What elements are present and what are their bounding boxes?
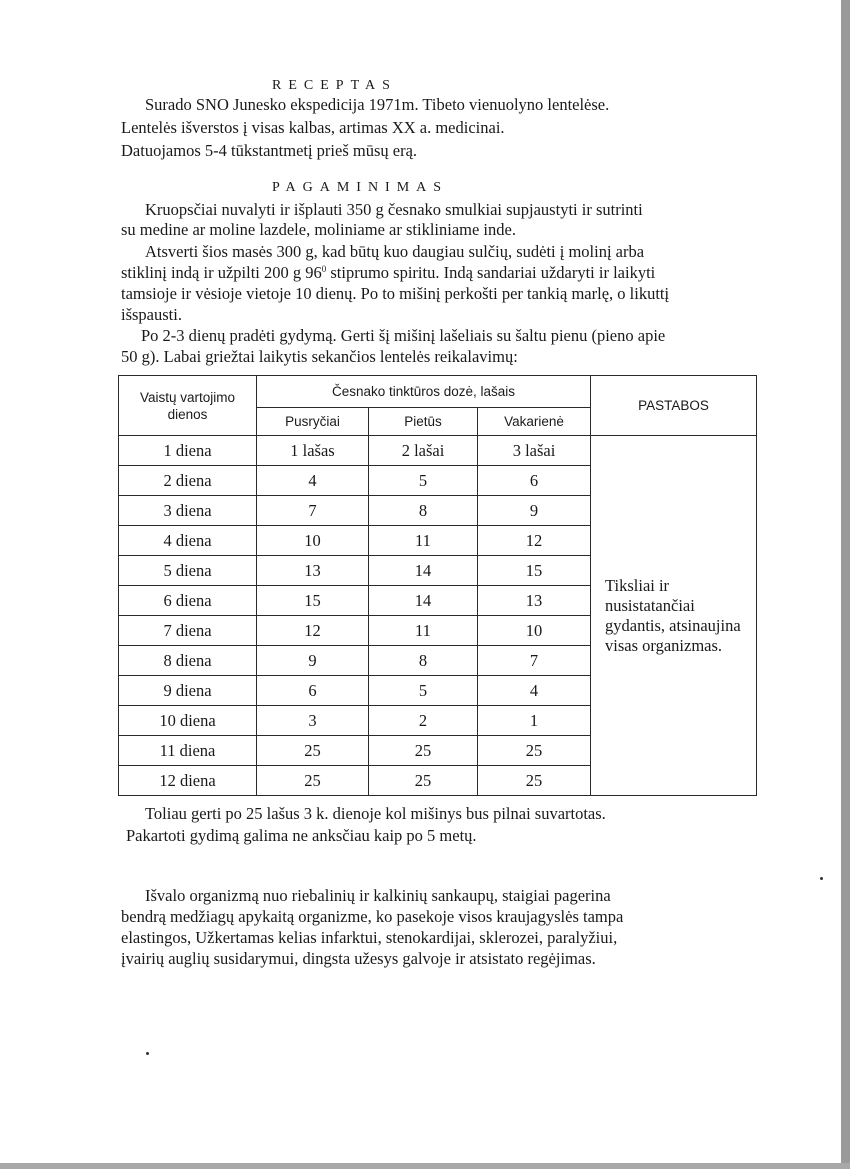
breakfast-cell: 25: [257, 736, 369, 766]
after-line-1: Toliau gerti po 25 lašus 3 k. dienoje kol mišinys bus pilnai suvartotas.: [145, 804, 606, 823]
day-cell: 4 diena: [119, 526, 257, 556]
benefits-line-3: elastingos, Užkertamas kelias infarktui, stenokardijai, sklerozei, paralyžiui,: [121, 928, 618, 947]
prep-line-5: tamsioje ir vėsioje vietoje 10 dienų. Po to mišinį perkošti per tankią marlę, o likuttį: [121, 284, 670, 303]
dinner-cell: 3 lašai: [478, 436, 591, 466]
day-cell: 1 diena: [119, 436, 257, 466]
day-cell: 2 diena: [119, 466, 257, 496]
day-cell: 3 diena: [119, 496, 257, 526]
prep-line-3: Atsverti šios masės 300 g, kad būtų kuo daugiau sulčių, sudėti į molinį arba: [145, 242, 645, 261]
day-cell: 5 diena: [119, 556, 257, 586]
lunch-cell: 14: [369, 586, 478, 616]
dinner-cell: 1: [478, 706, 591, 736]
lunch-cell: 25: [369, 736, 478, 766]
breakfast-cell: 15: [257, 586, 369, 616]
dinner-cell: 7: [478, 646, 591, 676]
dinner-cell: 15: [478, 556, 591, 586]
lunch-cell: 14: [369, 556, 478, 586]
lunch-cell: 11: [369, 616, 478, 646]
scan-speck: [820, 877, 823, 880]
lunch-column-header: Pietūs: [369, 408, 478, 436]
dinner-cell: 4: [478, 676, 591, 706]
note-line: visas organizmas.: [605, 635, 723, 655]
benefits-line-4: įvairių auglių susidarymui, dingsta užesys galvoje ir atsistato regėjimas.: [121, 949, 596, 968]
dinner-cell: 25: [478, 766, 591, 796]
breakfast-cell: 13: [257, 556, 369, 586]
prep-line-4-text-a: stiklinį indą ir užpilti 200 g 96: [121, 263, 322, 282]
dose-column-header: Česnako tinktūros dozė, lašais: [257, 376, 591, 408]
intro-line-2: Lentelės išverstos į visas kalbas, artimas XX a. medicinai.: [121, 118, 505, 137]
prep-line-1: Kruopsčiai nuvalyti ir išplauti 350 g česnako smulkiai supjaustyti ir sutrinti: [145, 200, 643, 219]
notes-column-header: PASTABOS: [591, 376, 757, 436]
dinner-cell: 10: [478, 616, 591, 646]
lunch-cell: 8: [369, 646, 478, 676]
notes-cell: [591, 436, 757, 796]
benefits-line-2: bendrą medžiagų apykaitą organizme, ko pasekoje visos kraujagyslės tampa: [121, 907, 624, 926]
days-column-header: Vaistų vartojimo dienos: [119, 376, 257, 436]
preparation-heading: PAGAMINIMAS: [272, 180, 449, 195]
note-line: gydantis, atsinaujina: [605, 615, 741, 635]
prep-line-4: [121, 263, 655, 283]
breakfast-cell: 3: [257, 706, 369, 736]
day-cell: 10 diena: [119, 706, 257, 736]
scan-speck: [146, 1052, 149, 1055]
note-line: nusistatančiai: [605, 595, 695, 615]
day-cell: 6 diena: [119, 586, 257, 616]
dinner-cell: 12: [478, 526, 591, 556]
breakfast-cell: 4: [257, 466, 369, 496]
breakfast-cell: 25: [257, 766, 369, 796]
day-cell: 11 diena: [119, 736, 257, 766]
lunch-cell: 2: [369, 706, 478, 736]
breakfast-cell: 7: [257, 496, 369, 526]
lunch-cell: 8: [369, 496, 478, 526]
degree-superscript: 0: [321, 264, 327, 274]
dinner-column-header: Vakarienė: [478, 408, 591, 436]
breakfast-cell: 12: [257, 616, 369, 646]
after-line-2: Pakartoti gydimą galima ne anksčiau kaip po 5 metų.: [126, 826, 477, 845]
lunch-cell: 5: [369, 466, 478, 496]
prep-line-7: Po 2-3 dienų pradėti gydymą. Gerti šį mišinį lašeliais su šaltu pienu (pieno apie: [141, 326, 666, 345]
lunch-cell: 25: [369, 766, 478, 796]
dinner-cell: 25: [478, 736, 591, 766]
day-cell: 9 diena: [119, 676, 257, 706]
intro-line-1: Surado SNO Junesko ekspedicija 1971m. Tibeto vienuolyno lentelėse.: [145, 95, 610, 114]
day-cell: 12 diena: [119, 766, 257, 796]
dosage-table: [118, 375, 757, 796]
breakfast-cell: 6: [257, 676, 369, 706]
scan-bottom-edge: [0, 1163, 850, 1169]
breakfast-cell: 1 lašas: [257, 436, 369, 466]
breakfast-cell: 10: [257, 526, 369, 556]
intro-line-3: Datuojamos 5-4 tūkstantmetį prieš mūsų erą.: [121, 141, 418, 160]
scan-right-edge: [841, 0, 850, 1169]
lunch-cell: 5: [369, 676, 478, 706]
breakfast-cell: 9: [257, 646, 369, 676]
prep-line-2: su medine ar moline lazdele, moliniame ar stikliniame inde.: [121, 220, 516, 239]
dinner-cell: 9: [478, 496, 591, 526]
dinner-cell: 6: [478, 466, 591, 496]
benefits-line-1: Išvalo organizmą nuo riebalinių ir kalkinių sankaupų, staigiai pagerina: [145, 886, 611, 905]
dinner-cell: 13: [478, 586, 591, 616]
day-cell: 8 diena: [119, 646, 257, 676]
prep-line-6: išspausti.: [121, 305, 182, 324]
lunch-cell: 11: [369, 526, 478, 556]
recipe-heading: RECEPTAS: [272, 78, 397, 93]
note-line: Tiksliai ir: [605, 575, 670, 595]
breakfast-column-header: Pusryčiai: [257, 408, 369, 436]
prep-line-4-text-b: stiprumo spiritu. Indą sandariai uždaryti ir laikyti: [326, 263, 656, 282]
lunch-cell: 2 lašai: [369, 436, 478, 466]
prep-line-8: 50 g). Labai griežtai laikytis sekančios lentelės reikalavimų:: [121, 347, 518, 366]
day-cell: 7 diena: [119, 616, 257, 646]
table-row: [119, 436, 757, 466]
